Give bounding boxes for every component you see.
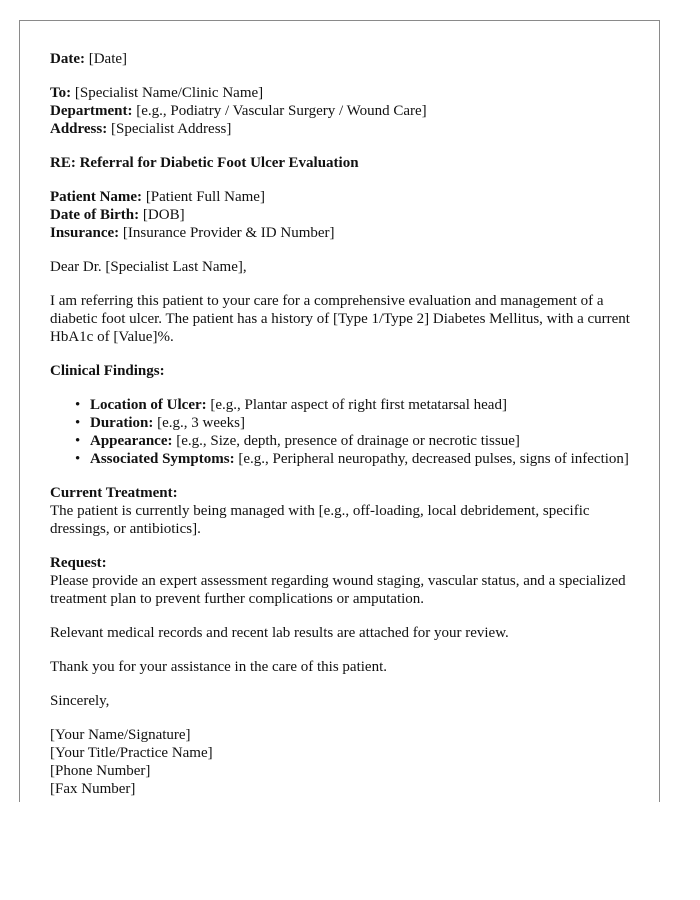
dob-value: [DOB] bbox=[142, 207, 185, 223]
request-section bbox=[50, 554, 640, 608]
insurance-line bbox=[50, 224, 640, 242]
patient-name-label: Patient Name: bbox=[50, 189, 143, 205]
request-heading-text: Request: bbox=[50, 555, 107, 571]
address-line bbox=[50, 120, 640, 138]
address-value: [Specialist Address] bbox=[110, 121, 232, 137]
department-line bbox=[50, 102, 640, 120]
signature-line: [Phone Number] bbox=[50, 763, 151, 779]
list-item bbox=[90, 414, 640, 432]
dob-line bbox=[50, 206, 640, 224]
request-heading bbox=[50, 554, 640, 572]
to-line bbox=[50, 84, 640, 102]
letter-body bbox=[50, 50, 640, 798]
department-label: Department: bbox=[50, 103, 133, 119]
to-value: [Specialist Name/Clinic Name] bbox=[74, 85, 264, 101]
intro-paragraph: I am referring this patient to your care for a comprehensive evaluation and management of a diabetic foot ulcer. The patient has a history of [Type 1/Type 2] Diabetes Mellitus, with a current HbA1c of [Value]%. bbox=[50, 293, 630, 345]
signature-line: [Your Title/Practice Name] bbox=[50, 745, 213, 761]
date-value: [Date] bbox=[88, 51, 128, 67]
address-label: Address: bbox=[50, 121, 108, 137]
findings-list bbox=[50, 396, 640, 468]
list-item bbox=[90, 432, 640, 450]
insurance-value: [Insurance Provider & ID Number] bbox=[122, 225, 335, 241]
thanks-line: Thank you for your assistance in the care of this patient. bbox=[50, 659, 387, 675]
current-treatment-heading bbox=[50, 484, 640, 502]
finding-label: Associated Symptoms: bbox=[90, 451, 235, 467]
current-treatment-heading-text: Current Treatment: bbox=[50, 485, 178, 501]
patient-block bbox=[50, 188, 640, 242]
date-label: Date: bbox=[50, 51, 85, 67]
closing-line: Sincerely, bbox=[50, 693, 110, 709]
finding-label: Appearance: bbox=[90, 433, 173, 449]
signature-block bbox=[50, 726, 640, 798]
current-treatment-text: The patient is currently being managed with [e.g., off-loading, local debridement, specific dressings, or antibiotics]. bbox=[50, 503, 590, 537]
current-treatment-section bbox=[50, 484, 640, 538]
patient-name-line bbox=[50, 188, 640, 206]
signature-line: [Your Name/Signature] bbox=[50, 727, 191, 743]
list-item bbox=[90, 450, 640, 468]
letter-page bbox=[19, 20, 660, 802]
finding-value: [e.g., Plantar aspect of right first metatarsal head] bbox=[210, 397, 507, 413]
department-value: [e.g., Podiatry / Vascular Surgery / Wound Care] bbox=[136, 103, 427, 119]
finding-value: [e.g., Size, depth, presence of drainage or necrotic tissue] bbox=[176, 433, 520, 449]
recipient-block bbox=[50, 84, 640, 138]
subject-line bbox=[50, 154, 640, 172]
to-label: To: bbox=[50, 85, 72, 101]
date-line bbox=[50, 50, 640, 68]
dob-label: Date of Birth: bbox=[50, 207, 140, 223]
finding-label: Duration: bbox=[90, 415, 154, 431]
list-item bbox=[90, 396, 640, 414]
signature-line: [Fax Number] bbox=[50, 781, 136, 797]
request-text: Please provide an expert assessment regarding wound staging, vascular status, and a specialized treatment plan to prevent further complications or amputation. bbox=[50, 573, 626, 607]
records-note: Relevant medical records and recent lab results are attached for your review. bbox=[50, 625, 509, 641]
clinical-findings-heading bbox=[50, 362, 640, 380]
subject-text: RE: Referral for Diabetic Foot Ulcer Evaluation bbox=[50, 155, 359, 171]
salutation: Dear Dr. [Specialist Last Name], bbox=[50, 259, 247, 275]
clinical-findings-heading-text: Clinical Findings: bbox=[50, 363, 165, 379]
finding-label: Location of Ulcer: bbox=[90, 397, 207, 413]
patient-name-value: [Patient Full Name] bbox=[145, 189, 265, 205]
finding-value: [e.g., 3 weeks] bbox=[157, 415, 245, 431]
finding-value: [e.g., Peripheral neuropathy, decreased pulses, signs of infection] bbox=[238, 451, 629, 467]
insurance-label: Insurance: bbox=[50, 225, 120, 241]
